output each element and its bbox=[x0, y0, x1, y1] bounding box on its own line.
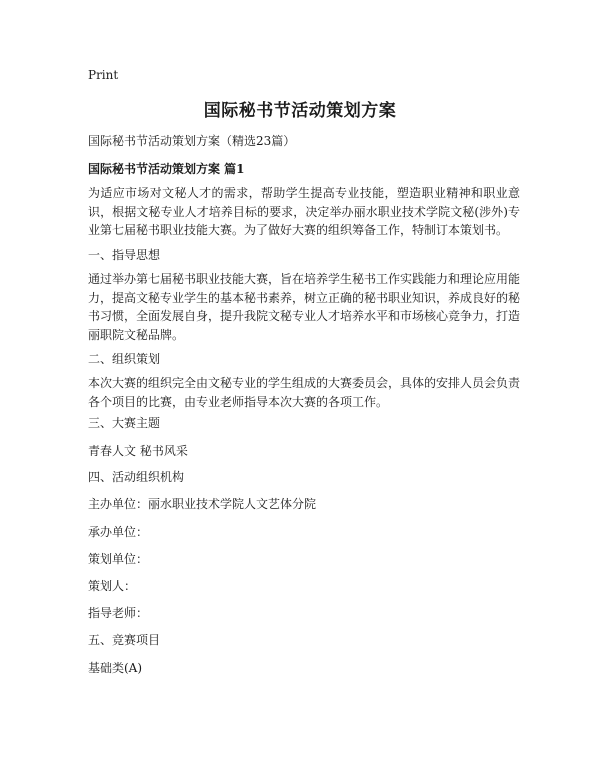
guiding-ideology-paragraph: 通过举办第七届秘书职业技能大赛，旨在培养学生秘书工作实践能力和理论应用能力，提高文秘专业学生的基本秘书素养，树立正确的秘书职业知识，养成良好的秘书习惯，全面发展自身，提升我院文秘专业人才培养水平和市场核心竞争力，打造丽职院文秘品牌。 bbox=[88, 272, 521, 342]
heading-organizers: 四、活动组织机构 bbox=[88, 470, 185, 484]
organization-paragraph: 本次大赛的组织完全由文秘专业的学生组成的大赛委员会，具体的安排人员会负责各个项目的比赛，由专业老师指导本次大赛的各项工作。 bbox=[88, 376, 521, 409]
document-subtitle: 国际秘书节活动策划方案（精选23篇） bbox=[88, 134, 296, 148]
planning-unit: 策划单位： bbox=[88, 552, 149, 566]
section-heading: 国际秘书节活动策划方案 篇1 bbox=[88, 162, 245, 176]
print-link[interactable]: Print bbox=[88, 68, 119, 82]
page-title: 国际秘书节活动策划方案 bbox=[203, 101, 397, 121]
heading-organization: 二、组织策划 bbox=[88, 352, 161, 366]
theme-text: 青春人文 秘书风采 bbox=[88, 444, 188, 458]
basic-category: 基础类(A) bbox=[88, 661, 143, 675]
planner: 策划人： bbox=[88, 579, 137, 593]
intro-paragraph: 为适应市场对文秘人才的需求，帮助学生提高专业技能，塑造职业精神和职业意识，根据文秘专业人才培养目标的要求，决定举办丽水职业技术学院文秘(涉外)专业第七届秘书职业技能大赛。为了做好大赛的组织筹备工作，特制订本策划书。 bbox=[88, 186, 520, 237]
undertake-unit: 承办单位： bbox=[88, 525, 149, 539]
host-unit: 主办单位：丽水职业技术学院人文艺体分院 bbox=[88, 497, 317, 511]
heading-theme: 三、大赛主题 bbox=[88, 416, 161, 430]
heading-guiding-ideology: 一、指导思想 bbox=[88, 248, 161, 262]
heading-competition-items: 五、竞赛项目 bbox=[88, 633, 161, 647]
advisor: 指导老师： bbox=[88, 606, 149, 620]
